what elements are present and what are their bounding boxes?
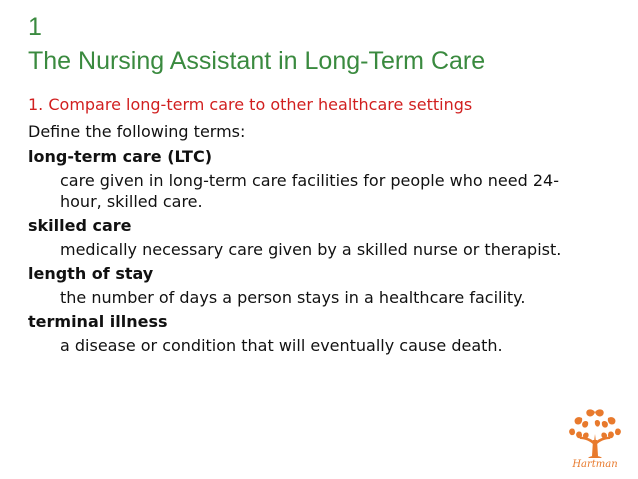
term-long-term-care: long-term care (LTC): [28, 147, 213, 166]
definition-long-term-care: care given in long-term care facilities for people who need 24-hour, skilled care.: [60, 171, 559, 211]
hartman-logo: [566, 404, 624, 472]
learning-objective: 1. Compare long-term care to other healthcare settings: [28, 95, 473, 114]
intro-text: Define the following terms:: [28, 122, 246, 141]
definition-length-of-stay: the number of days a person stays in a healthcare facility.: [60, 288, 526, 307]
term-skilled-care: skilled care: [28, 216, 132, 235]
chapter-number: 1: [28, 13, 42, 41]
term-terminal-illness: terminal illness: [28, 312, 168, 331]
definition-terminal-illness: a disease or condition that will eventually cause death.: [60, 336, 503, 355]
logo-text: Hartman: [572, 459, 618, 470]
terms-list: [28, 146, 618, 359]
page-title: The Nursing Assistant in Long-Term Care: [28, 47, 486, 75]
definition-skilled-care: medically necessary care given by a skilled nurse or therapist.: [60, 240, 562, 259]
term-length-of-stay: length of stay: [28, 264, 154, 283]
